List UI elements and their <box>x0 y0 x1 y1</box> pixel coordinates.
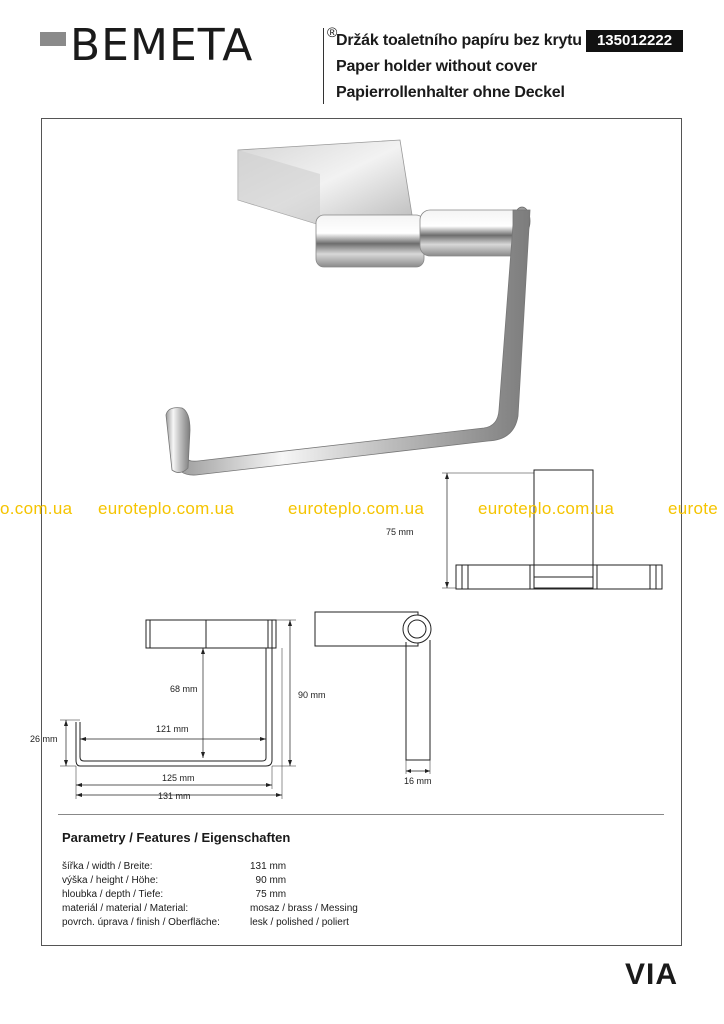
dim-16: 16 mm <box>404 776 432 786</box>
feature-label: šířka / width / Breite: <box>62 861 153 872</box>
title-czech: Držák toaletního papíru bez krytu <box>336 32 582 49</box>
series-name: VIA <box>625 958 679 991</box>
feature-value: 131 mm <box>250 861 287 872</box>
feature-value: lesk / polished / poliert <box>250 917 349 928</box>
features-heading: Parametry / Features / Eigenschaften <box>62 830 291 845</box>
feature-value: 75 mm <box>250 889 287 900</box>
dim-75: 75 mm <box>386 527 414 537</box>
side-view-drawing <box>442 470 662 589</box>
feature-label: hloubka / depth / Tiefe: <box>62 889 164 900</box>
registered-mark: ® <box>327 24 338 40</box>
features-divider <box>58 814 664 815</box>
watermark-3: euroteplo.com.ua <box>478 499 615 518</box>
dim-125: 125 mm <box>162 773 195 783</box>
dim-26: 26 mm <box>30 734 58 744</box>
feature-label: povrch. úprava / finish / Oberfläche: <box>62 917 220 928</box>
logo-wordmark: BEMETA <box>70 20 254 71</box>
feature-label: materiál / material / Material: <box>62 903 189 914</box>
dim-131: 131 mm <box>158 791 191 801</box>
title-english: Paper holder without cover <box>336 58 538 75</box>
watermark-2: euroteplo.com.ua <box>288 499 425 518</box>
product-code: 135012222 <box>586 30 683 52</box>
title-german: Papierrollenhalter ohne Deckel <box>336 84 565 101</box>
dim-90: 90 mm <box>298 690 326 700</box>
product-photo <box>166 140 530 475</box>
feature-value: 90 mm <box>250 875 287 886</box>
feature-value: mosaz / brass / Messing <box>250 903 358 914</box>
profile-view-drawing <box>315 612 431 774</box>
watermark-fragment-right: eurote <box>668 499 719 518</box>
feature-label: výška / height / Höhe: <box>62 875 159 886</box>
watermark-fragment-left: o.com.ua <box>0 499 73 518</box>
dim-121: 121 mm <box>156 724 189 734</box>
dim-68: 68 mm <box>170 684 198 694</box>
watermark-1: euroteplo.com.ua <box>98 499 235 518</box>
